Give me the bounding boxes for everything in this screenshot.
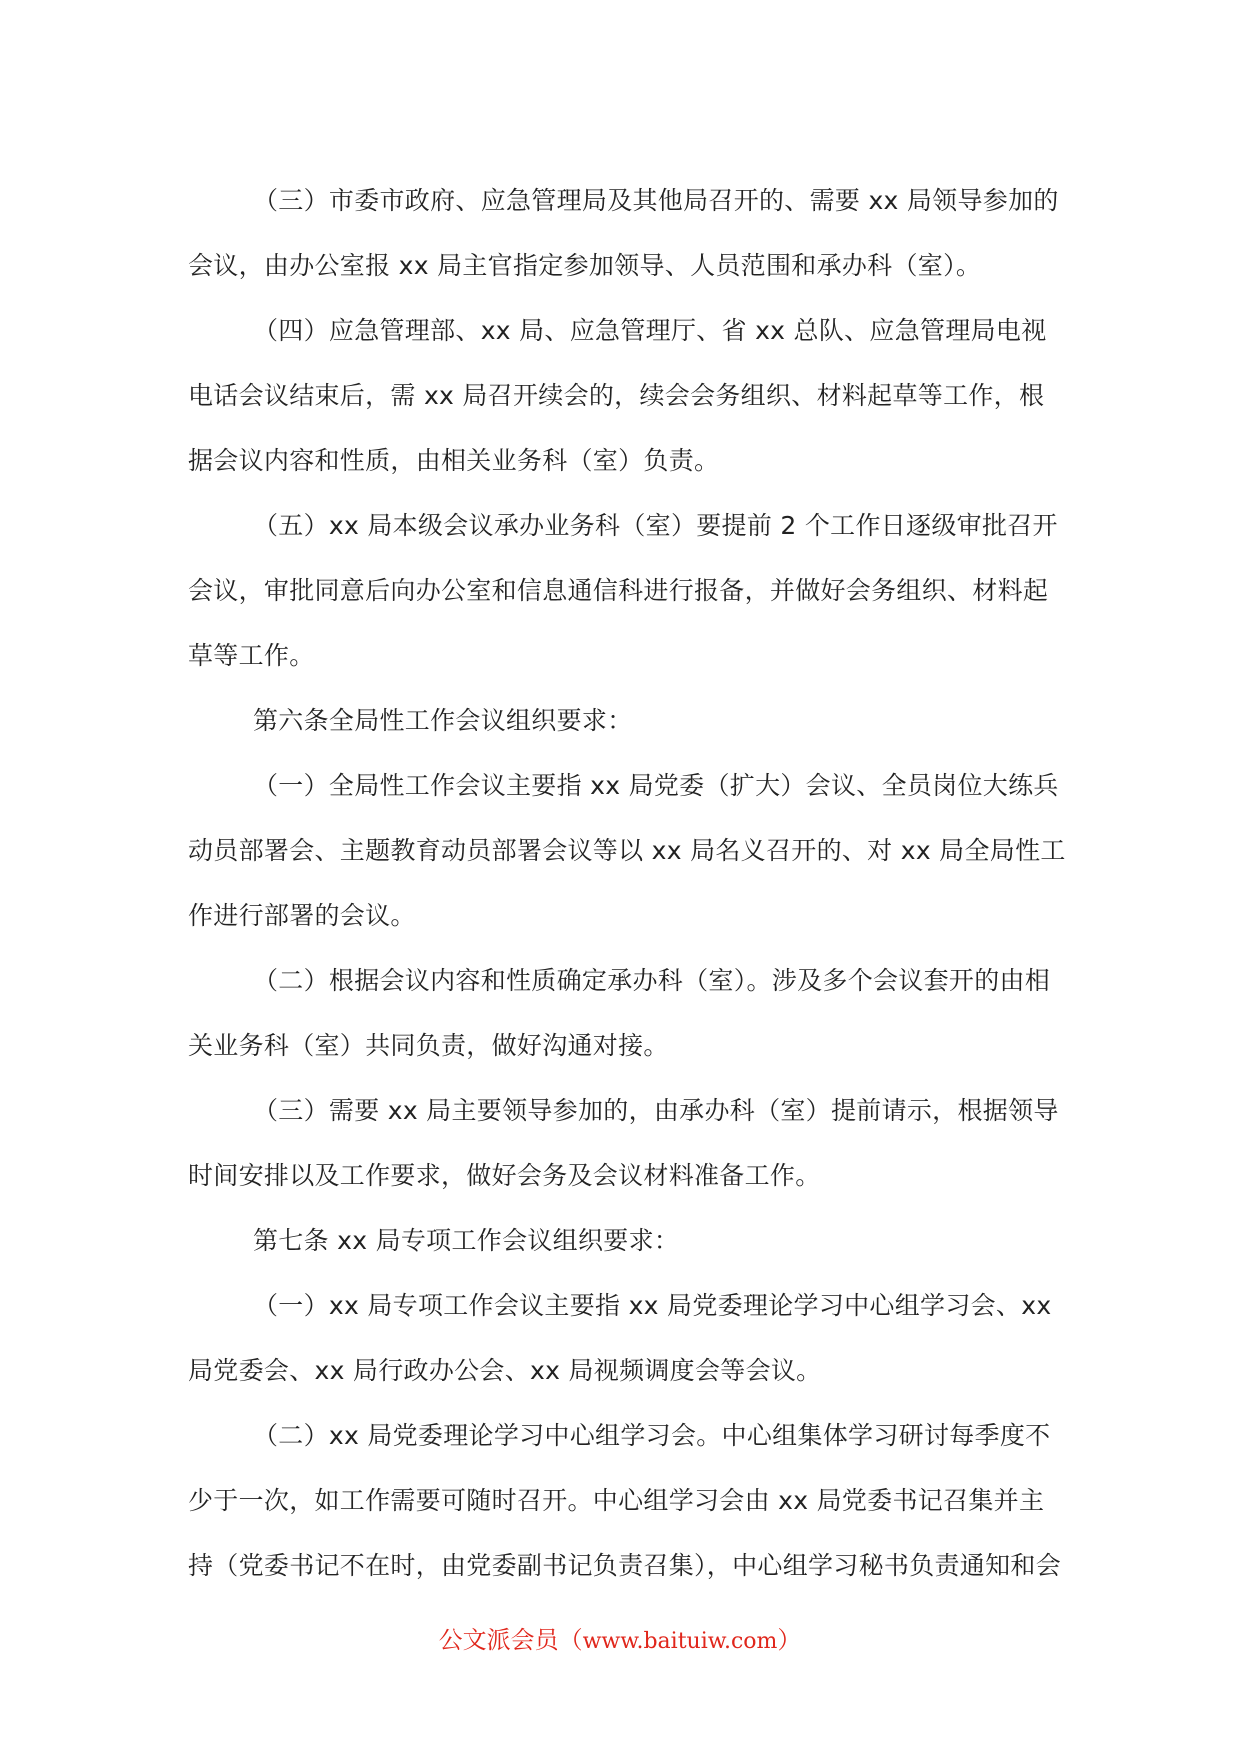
document-body	[188, 168, 1068, 1598]
footer-url[interactable]: www.baituiw.com	[582, 1629, 778, 1654]
paragraph-6-2: （二）根据会议内容和性质确定承办科（室）。涉及多个会议套开的由相关业务科（室）共同负责，做好沟通对接。	[188, 966, 1051, 1060]
footer-label: 公文派会员（	[438, 1626, 583, 1654]
paragraph-4-teleconference: （四）应急管理部、xx 局、应急管理厅、省 xx 总队、应急管理局电视电话会议结束后，需 xx 局召开续会的，续会会务组织、材料起草等工作，根据会议内容和性质，由相关业务科（室）负责。	[188, 316, 1047, 475]
paragraph-6-1: （一）全局性工作会议主要指 xx 局党委（扩大）会议、全员岗位大练兵动员部署会、主题教育动员部署会议等以 xx 局名义召开的、对 xx 局全局性工作进行部署的会议。	[188, 771, 1066, 930]
paragraph-7-2: （二）xx 局党委理论学习中心组学习会。中心组集体学习研讨每季度不少于一次，如工作需要可随时召开。中心组学习会由 xx 局党委书记召集并主持（党委书记不在时，由党委副书记负责召集），中心组学习秘书负责通知和会	[188, 1421, 1062, 1580]
article-6-heading: 第六条全局性工作会议组织要求：	[253, 706, 633, 735]
paragraph-6-3: （三）需要 xx 局主要领导参加的，由承办科（室）提前请示，根据领导时间安排以及工作要求，做好会务及会议材料准备工作。	[188, 1096, 1059, 1190]
footer-close: ）	[777, 1626, 802, 1654]
paragraph-5-approval: （五）xx 局本级会议承办业务科（室）要提前 2 个工作日逐级审批召开会议，审批同意后向办公室和信息通信科进行报备，并做好会务组织、材料起草等工作。	[188, 511, 1058, 670]
paragraph-3-meetings-city: （三）市委市政府、应急管理局及其他局召开的、需要 xx 局领导参加的会议，由办公室报 xx 局主官指定参加领导、人员范围和承办科（室）。	[188, 186, 1059, 280]
article-7-heading: 第七条 xx 局专项工作会议组织要求：	[253, 1226, 680, 1255]
footer-watermark	[0, 1620, 1240, 1655]
paragraph-7-1: （一）xx 局专项工作会议主要指 xx 局党委理论学习中心组学习会、xx 局党委会、xx 局行政办公会、xx 局视频调度会等会议。	[188, 1291, 1052, 1385]
